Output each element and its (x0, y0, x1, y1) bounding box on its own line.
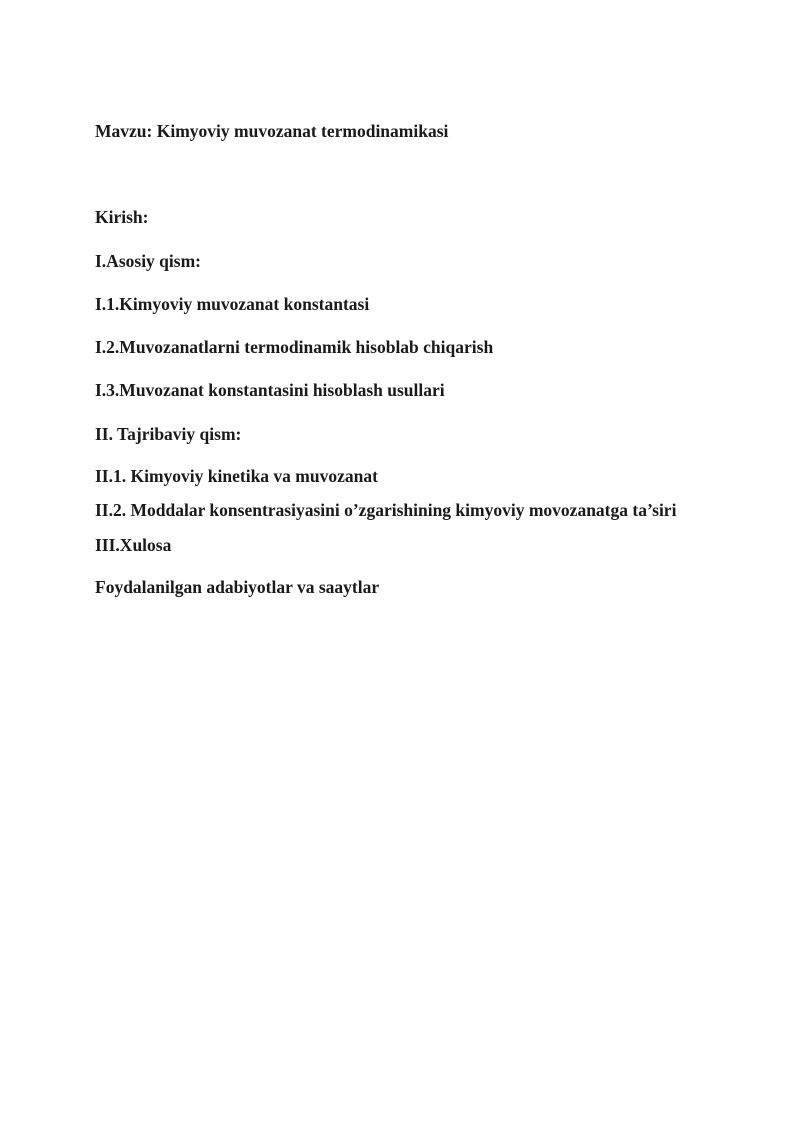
outline-item-1-1: I.1.Kimyoviy muvozanat konstantasi (95, 294, 370, 314)
outline-item-introduction: Kirish: (95, 207, 149, 227)
outline-item-1-3: I.3.Muvozanat konstantasini hisoblash usullari (95, 380, 445, 400)
outline-item-experimental-part: II. Tajribaviy qism: (95, 424, 242, 444)
document-title: Mavzu: Kimyoviy muvozanat termodinamikasi (95, 121, 449, 141)
outline-item-1-2: I.2.Muvozanatlarni termodinamik hisoblab chiqarish (95, 337, 494, 357)
outline-item-2-2: II.2. Moddalar konsentrasiyasini o’zgarishining kimyoviy movozanatga ta’siri (95, 500, 677, 520)
outline-item-main-part: I.Asosiy qism: (95, 251, 201, 271)
outline-item-conclusion: III.Xulosa (95, 535, 172, 555)
outline-item-references: Foydalanilgan adabiyotlar va saaytlar (95, 577, 380, 597)
outline-item-2-1: II.1. Kimyoviy kinetika va muvozanat (95, 466, 378, 486)
